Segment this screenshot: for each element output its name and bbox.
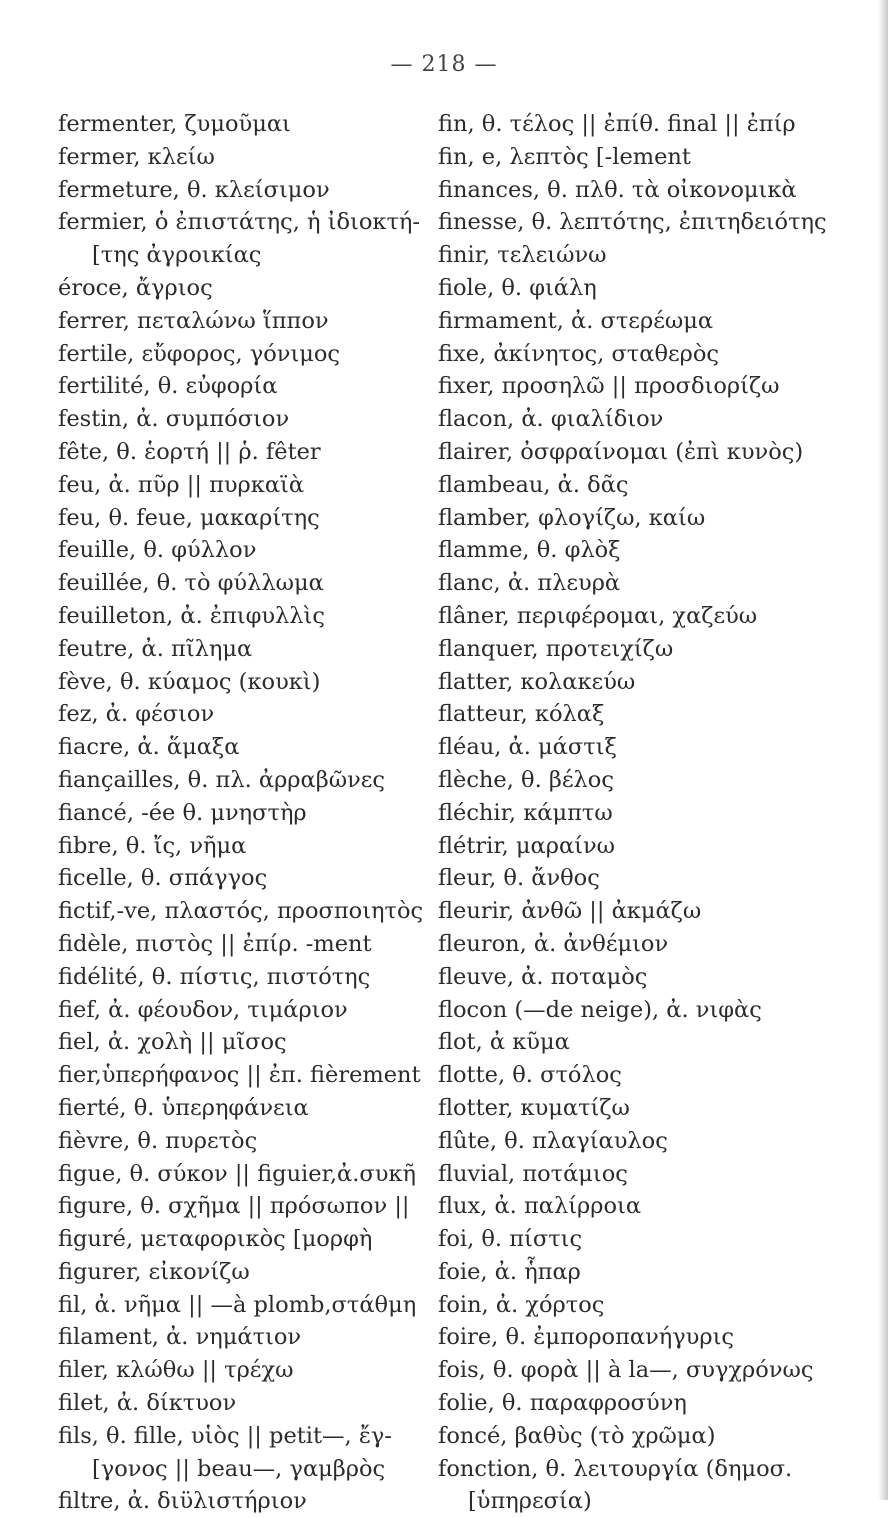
dictionary-entry: figure, θ. σχῆμα || πρόσωπον || bbox=[58, 1193, 410, 1220]
dictionary-entry: fleur, θ. ἄνθος bbox=[438, 865, 600, 892]
dictionary-entry: figurer, εἰκονίζω bbox=[58, 1258, 250, 1285]
dictionary-entry: fois, θ. φορὰ || à la—, συγχρόνως bbox=[438, 1357, 814, 1384]
dictionary-entry: fiançailles, θ. πλ. ἀρραβῶνες bbox=[58, 766, 386, 793]
dictionary-entry: finances, θ. πλθ. τὰ οἰκονομικὰ bbox=[438, 176, 797, 203]
dictionary-entry: ferrer, πεταλώνω ἵππον bbox=[58, 307, 329, 334]
dictionary-entry: flotter, κυματίζω bbox=[438, 1094, 630, 1121]
dictionary-entry: flot, ἀ κῦμα bbox=[438, 1029, 570, 1056]
dictionary-entry: flacon, ἀ. φιαλίδιον bbox=[438, 406, 664, 433]
dictionary-entry: firmament, ἀ. στερέωμα bbox=[438, 307, 714, 334]
dictionary-entry: fiel, ἀ. χολὴ || μῖσος bbox=[58, 1029, 287, 1056]
dictionary-entry: flotte, θ. στόλος bbox=[438, 1062, 622, 1089]
dictionary-entry: fierté, θ. ὑπερηφάνεια bbox=[58, 1094, 309, 1121]
dictionary-entry: flux, ἀ. παλίρροια bbox=[438, 1193, 642, 1220]
dictionary-entry: fiole, θ. φιάλη bbox=[438, 274, 597, 301]
dictionary-entry: fil, ἀ. νῆμα || —à plomb,στάθμη bbox=[58, 1291, 417, 1318]
dictionary-entry: flanc, ἀ. πλευρὰ bbox=[438, 570, 621, 597]
dictionary-entry: fertilité, θ. εὐφορία bbox=[58, 373, 278, 400]
dictionary-entry: finesse, θ. λεπτότης, ἐπιτηδειότης bbox=[438, 209, 827, 236]
dictionary-entry: fixer, προσηλῶ || προσδιορίζω bbox=[438, 373, 780, 400]
dictionary-entry: fiancé, -ée θ. μνηστὴρ bbox=[58, 799, 307, 826]
dictionary-entry: folie, θ. παραφροσύνη bbox=[438, 1390, 687, 1417]
right-column bbox=[438, 108, 868, 1518]
dictionary-entry: feutre, ἀ. πῖλημα bbox=[58, 635, 253, 662]
dictionary-entry: foi, θ. πίστις bbox=[438, 1226, 583, 1253]
dictionary-entry: fléchir, κάμπτω bbox=[438, 799, 613, 826]
dictionary-entry: flatteur, κόλαξ bbox=[438, 701, 605, 728]
dictionary-entry: fléau, ἀ. μάστιξ bbox=[438, 734, 617, 761]
page-edge-shadow bbox=[878, 0, 888, 1500]
dictionary-entry: fleuron, ἀ. ἀνθέμιον bbox=[438, 930, 669, 957]
dictionary-entry: feuillée, θ. τὸ φύλλωμα bbox=[58, 570, 324, 597]
dictionary-entry: flatter, κολακεύω bbox=[438, 668, 636, 695]
dictionary-entry: éroce, ἄγριος bbox=[58, 274, 213, 301]
page-number: — 218 — bbox=[390, 52, 498, 77]
dictionary-entry: feu, θ. feue, μακαρίτης bbox=[58, 504, 320, 531]
dictionary-entry: fibre, θ. ἴς, νῆμα bbox=[58, 832, 247, 859]
dictionary-entry: fief, ἀ. φέουδον, τιμάριον bbox=[58, 996, 348, 1023]
dictionary-entry: fleurir, ἀνθῶ || ἀκμάζω bbox=[438, 898, 702, 925]
dictionary-entry: foie, ἀ. ἧπαρ bbox=[438, 1258, 581, 1285]
dictionary-entry: fez, ἀ. φέσιον bbox=[58, 701, 215, 728]
left-column bbox=[58, 108, 428, 1518]
dictionary-entry: fictif,-ve, πλαστός, προσποιητὸς bbox=[58, 898, 424, 925]
dictionary-entry: fertile, εὔφορος, γόνιμος bbox=[58, 340, 341, 367]
dictionary-entry: festin, ἀ. συμπόσιον bbox=[58, 406, 290, 433]
dictionary-entry: fidélité, θ. πίστις, πιστότης bbox=[58, 963, 371, 990]
dictionary-entry: flairer, ὀσφραίνομαι (ἐπὶ κυνὸς) bbox=[438, 438, 804, 465]
dictionary-entry: fiacre, ἀ. ἅμαξα bbox=[58, 734, 240, 761]
dictionary-entry: foncé, βαθὺς (τὸ χρῶμα) bbox=[438, 1422, 716, 1449]
dictionary-entry: [της ἀγροικίας bbox=[92, 242, 262, 269]
dictionary-entry: fin, θ. τέλος || ἐπίθ. final || ἐπίρ bbox=[438, 111, 796, 137]
dictionary-entry: flamme, θ. φλὸξ bbox=[438, 537, 621, 564]
dictionary-entry: filer, κλώθω || τρέχω bbox=[58, 1357, 294, 1384]
dictionary-entry: fermier, ὁ ἐπιστάτης, ἡ ἰδιοκτή- bbox=[58, 209, 421, 236]
dictionary-entry: finir, τελειώνω bbox=[438, 242, 607, 269]
dictionary-entry: foire, θ. ἐμποροπανήγυρις bbox=[438, 1324, 735, 1351]
dictionary-entry: fier,ὑπερήφανος || ἐπ. fièrement bbox=[58, 1062, 421, 1089]
dictionary-entry: [γονος || beau—, γαμβρὸς bbox=[92, 1455, 386, 1482]
dictionary-entry: foin, ἀ. χόρτος bbox=[438, 1291, 605, 1318]
dictionary-entry: flamber, φλογίζω, καίω bbox=[438, 504, 706, 531]
dictionary-entry: ficelle, θ. σπάγγος bbox=[58, 865, 268, 892]
dictionary-entry: flétrir, μαραίνω bbox=[438, 832, 615, 859]
dictionary-entry: fève, θ. κύαμος (κουκὶ) bbox=[58, 668, 321, 695]
dictionary-entry: fonction, θ. λειτουργία (δημοσ. bbox=[438, 1455, 793, 1482]
dictionary-entry: fin, e, λεπτὸς [-lement bbox=[438, 143, 691, 170]
dictionary-entry: flanquer, προτειχίζω bbox=[438, 635, 674, 662]
dictionary-entry: flambeau, ἀ. δᾶς bbox=[438, 471, 629, 498]
dictionary-entry: feuille, θ. φύλλον bbox=[58, 537, 257, 564]
dictionary-entry: figuré, μεταφορικὸς [μορφὴ bbox=[58, 1226, 373, 1253]
dictionary-entry: flocon (—de neige), ἀ. νιφὰς bbox=[438, 996, 762, 1023]
dictionary-entry: fermer, κλείω bbox=[58, 143, 215, 170]
dictionary-entry: fils, θ. fille, υἱὸς || petit—, ἔγ- bbox=[58, 1422, 392, 1449]
dictionary-entry: fièvre, θ. πυρετὸς bbox=[58, 1127, 258, 1154]
dictionary-entry: fermenter, ζυμοῦμαι bbox=[58, 111, 291, 137]
dictionary-entry: flâner, περιφέρομαι, χαζεύω bbox=[438, 602, 758, 629]
dictionary-entry: fluvial, ποτάμιος bbox=[438, 1160, 628, 1187]
dictionary-entry: [ὑπηρεσία) bbox=[468, 1488, 592, 1515]
dictionary-entry: feuilleton, ἀ. ἐπιφυλλὶς bbox=[58, 602, 325, 629]
dictionary-entry: fermeture, θ. κλείσιμον bbox=[58, 176, 330, 203]
dictionary-entry: figue, θ. σύκον || figuier,ἀ.συκῆ bbox=[58, 1160, 416, 1187]
dictionary-entry: fixe, ἀκίνητος, σταθερὸς bbox=[438, 340, 720, 367]
dictionary-entry: fleuve, ἀ. ποταμὸς bbox=[438, 963, 648, 990]
dictionary-entry: fête, θ. ἑορτή || ῥ. fêter bbox=[58, 438, 321, 465]
dictionary-entry: filet, ἀ. δίκτυον bbox=[58, 1390, 237, 1417]
dictionary-entry: filtre, ἀ. διϋλιστήριον bbox=[58, 1488, 307, 1515]
dictionary-entry: flèche, θ. βέλος bbox=[438, 766, 614, 793]
dictionary-entry: flûte, θ. πλαγίαυλος bbox=[438, 1127, 668, 1154]
dictionary-entry: fidèle, πιστὸς || ἐπίρ. -ment bbox=[58, 930, 372, 957]
dictionary-entry: feu, ἀ. πῦρ || πυρκαϊὰ bbox=[58, 471, 305, 498]
dictionary-entry: filament, ἀ. νημάτιον bbox=[58, 1324, 302, 1351]
